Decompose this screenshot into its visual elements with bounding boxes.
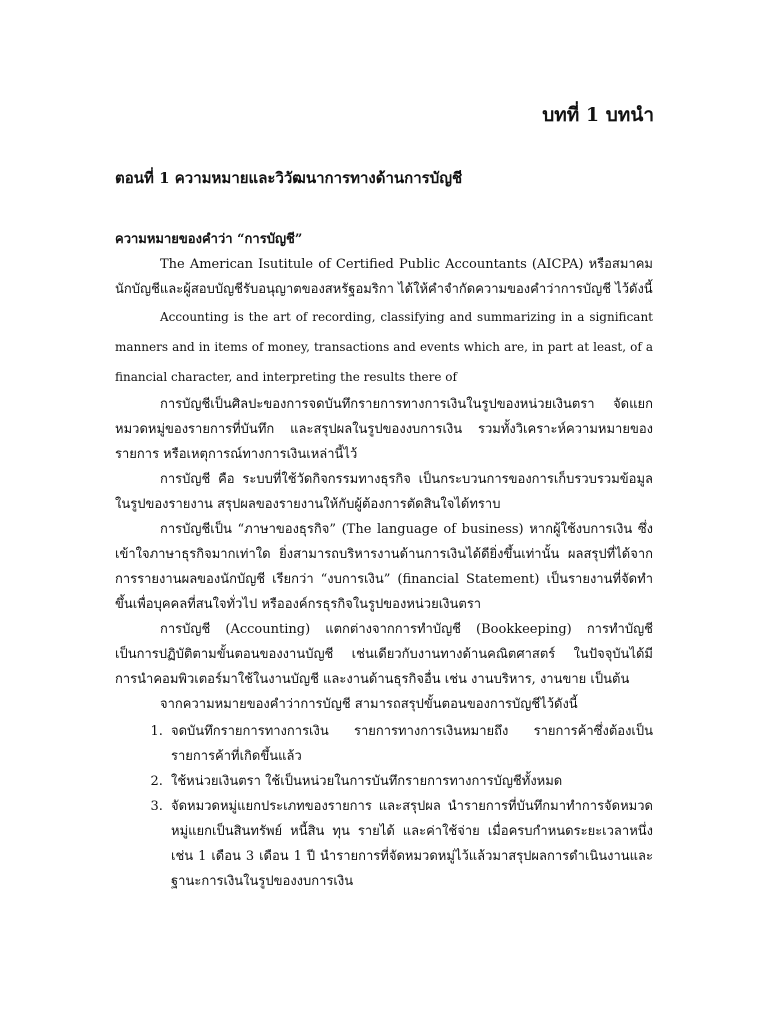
paragraph-accounting-vs-bookkeeping: การบัญชี (Accounting) แตกต่างจากการทำบัญชี (Bookkeeping) การทำบัญชี เป็นการปฏิบัติตามขั้นตอนของงานบัญชี เช่นเดียวกับงานทางด้านคณิตศาสตร์ ในปัจจุบันได้มีการนำคอมพิวเตอร์มาใช้ในงานบัญชี และงานด้านธุรกิจอื่น เช่น งานบริหาร, งานขาย เป็นต้น	[115, 622, 653, 687]
list-item: 1. จดบันทึกรายการทางการเงิน รายการทางการเงินหมายถึง รายการค้าซึ่งต้องเป็นรายการค้าที่เกิดขึ้นแล้ว	[167, 719, 653, 769]
paragraph-system: การบัญชี คือ ระบบที่ใช้วัดกิจกรรมทางธุรกิจ เป็นกระบวนการของการเก็บรวบรวมข้อมูลในรูปของรายงาน สรุปผลของรายงานให้กับผู้ต้องการตัดสินใจได้ทราบ	[115, 472, 653, 512]
list-item: 2. ใช้หน่วยเงินตรา ใช้เป็นหน่วยในการบันทึกรายการทางการบัญชีทั้งหมด	[167, 769, 653, 794]
paragraph-steps-intro: จากความหมายของคำว่าการบัญชี สามารถสรุปขั้นตอนของการบัญชีไว้ดังนี้	[160, 697, 578, 712]
paragraph-english-definition: Accounting is the art of recording, classifying and summarizing in a significant manners and in items of money, transactions and events which are, in part at least, of a financial character, and interpreting the results there of	[115, 310, 653, 384]
chapter-title: บทที่ 1 บทนำ	[542, 104, 654, 126]
paragraph-art-of-recording: การบัญชีเป็นศิลปะของการจดบันทึกรายการทางการเงินในรูปของหน่วยเงินตรา จัดแยกหมวดหมู่ของรายการที่บันทึก และสรุปผลในรูปของงบการเงิน รวมทั้งวิเคราะห์ความหมายของรายการ หรือเหตุการณ์ทางการเงินเหล่านี้ไว้	[115, 397, 653, 462]
list-item: 3. จัดหมวดหมู่แยกประเภทของรายการ และสรุปผล นำรายการที่บันทึกมาทำการจัดหมวดหมู่แยกเป็นสินทรัพย์ หนี้สิน ทุน รายได้ และค่าใช้จ่าย เมื่อครบกำหนดระยะเวลาหนึ่ง เช่น 1 เดือน 3 เดือน 1 ปี นำรายการที่จัดหมวดหมู่ไว้แล้วมาสรุปผลการดำเนินงานและฐานะการเงินในรูปของงบการเงิน	[167, 794, 653, 894]
subsection-title: ความหมายของคำว่า “การบัญชี”	[115, 232, 303, 247]
body-text	[115, 252, 653, 894]
section-title: ตอนที่ 1 ความหมายและวิวัฒนาการทางด้านการบัญชี	[115, 169, 463, 187]
paragraph-language-of-business: การบัญชีเป็น “ภาษาของธุรกิจ” (The language of business) หากผู้ใช้งบการเงิน ซึ่งเข้าใจภาษาธุรกิจมากเท่าใด ยิ่งสามารถบริหารงานด้านการเงินได้ดียิ่งขึ้นเท่านั้น ผลสรุปที่ได้จากการรายงานผลของนักบัญชี เรียกว่า “งบการเงิน” (financial Statement) เป็นรายงานที่จัดทำขึ้นเพื่อบุคคลที่สนใจทั่วไป หรือองค์กรธุรกิจในรูปของหน่วยเงินตรา	[115, 522, 653, 612]
steps-list	[115, 719, 653, 894]
paragraph-aicpa: The American Isutitule of Certified Public Accountants (AICPA) หรือสมาคมนักบัญชีและผู้สอบบัญชีรับอนุญาตของสหรัฐอมริกา ได้ให้คำจำกัดความของคำว่าการบัญชี ไว้ดังนี้	[115, 257, 653, 297]
